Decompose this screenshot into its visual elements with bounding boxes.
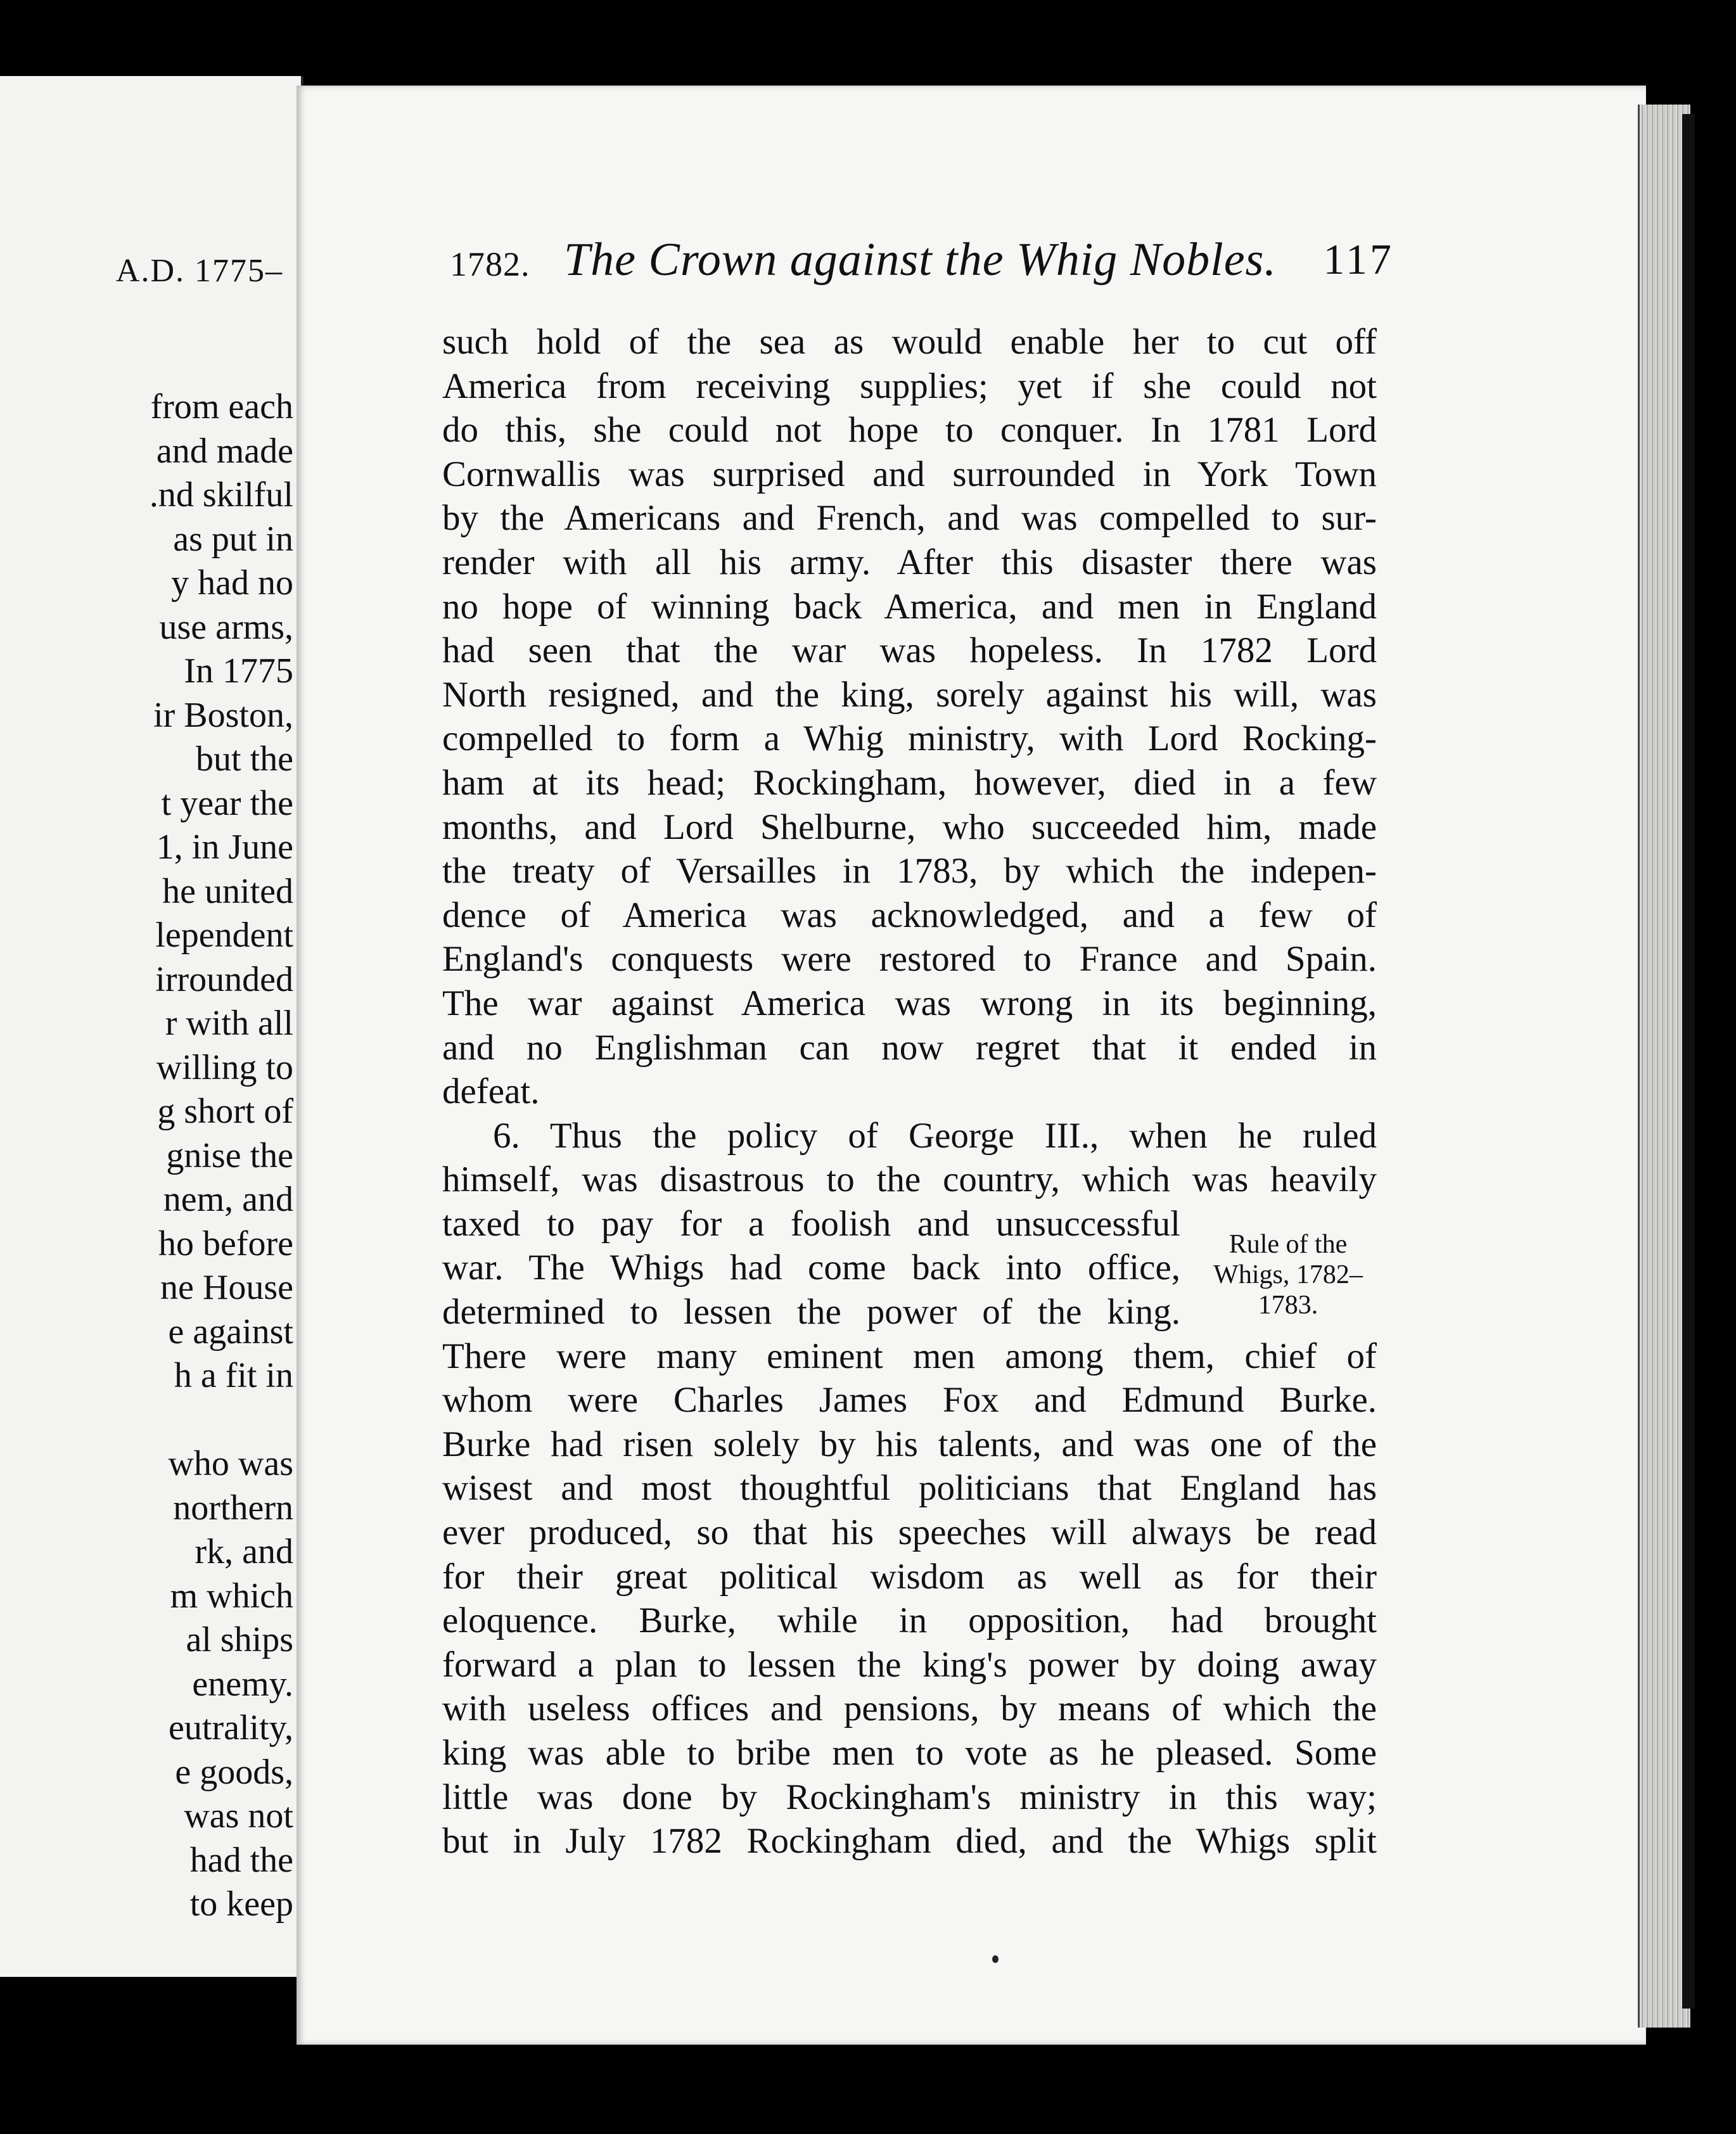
left-line: to keep bbox=[189, 1884, 293, 1924]
body-line: render with all his army. After this disaster there was bbox=[442, 542, 1377, 582]
body-line: The war against America was wrong in its beginning, bbox=[442, 983, 1377, 1023]
body-line: little was done by Rockingham's ministry in this way; bbox=[442, 1777, 1377, 1817]
left-line: nem, and bbox=[163, 1180, 293, 1219]
body-line: Cornwallis was surprised and surrounded in York Town bbox=[442, 454, 1377, 494]
left-line: In 1775 bbox=[184, 651, 293, 691]
left-line: irrounded bbox=[155, 959, 293, 999]
left-line: willing to bbox=[156, 1047, 293, 1087]
left-line: had the bbox=[189, 1840, 293, 1880]
body-line: Burke had risen solely by his talents, and was one of the bbox=[442, 1424, 1377, 1464]
body-line: England's conquests were restored to France and Spain. bbox=[442, 939, 1377, 980]
body-line: with useless offices and pensions, by means of which the bbox=[442, 1689, 1377, 1729]
left-line: he united bbox=[162, 871, 293, 911]
left-line: was not bbox=[184, 1796, 293, 1836]
body-line: dence of America was acknowledged, and a few of bbox=[442, 895, 1377, 935]
body-line: wisest and most thoughtful politicians that England has bbox=[442, 1468, 1377, 1509]
body-line: defeat. bbox=[442, 1071, 540, 1112]
body-line: North resigned, and the king, sorely against his will, was bbox=[442, 674, 1377, 715]
paragraph-start: 6. Thus the policy of George III., when he ruled bbox=[493, 1115, 1377, 1156]
left-line: ne House bbox=[160, 1268, 293, 1307]
left-line: .nd skilful bbox=[149, 475, 293, 514]
body-line: by the Americans and French, and was compelled to sur- bbox=[442, 498, 1377, 539]
body-line: had seen that the war was hopeless. In 1782 Lord bbox=[442, 630, 1377, 671]
left-page bbox=[0, 76, 303, 1977]
left-line: use arms, bbox=[159, 607, 293, 647]
left-line: as put in bbox=[173, 519, 293, 559]
margin-note-line: 1783. bbox=[1258, 1291, 1318, 1320]
left-line: gnise the bbox=[166, 1135, 293, 1175]
body-line: do this, she could not hope to conquer. In 1781 Lord bbox=[442, 410, 1377, 450]
print-speck bbox=[992, 1955, 999, 1963]
left-line: 1, in June bbox=[156, 827, 293, 867]
body-line: the treaty of Versailles in 1783, by which the indepen- bbox=[442, 851, 1377, 891]
left-line: y had no bbox=[171, 563, 293, 603]
body-line: for their great political wisdom as well as for their bbox=[442, 1556, 1377, 1597]
left-line: al ships bbox=[186, 1620, 293, 1659]
page-number: 117 bbox=[1323, 235, 1394, 283]
body-line: determined to lessen the power of the king. bbox=[442, 1292, 1180, 1332]
left-line: ho before bbox=[158, 1224, 293, 1263]
margin-note-line: Rule of the bbox=[1229, 1230, 1348, 1259]
margin-note-line: Whigs, 1782– bbox=[1213, 1260, 1363, 1289]
page-edge-shadow bbox=[1682, 114, 1695, 2009]
left-line-gap bbox=[150, 1398, 293, 1443]
left-line: who was bbox=[168, 1444, 293, 1483]
body-line: whom were Charles James Fox and Edmund Burke. bbox=[442, 1380, 1377, 1421]
body-line: king was able to bribe men to vote as he pleased. Some bbox=[442, 1733, 1377, 1773]
body-line: himself, was disastrous to the country, which was heavily bbox=[442, 1160, 1377, 1200]
left-line: h a fit in bbox=[174, 1356, 293, 1395]
body-line: compelled to form a Whig ministry, with Lord Rocking- bbox=[442, 719, 1377, 759]
body-line: forward a plan to lessen the king's power by doing away bbox=[442, 1644, 1377, 1685]
body-line: ham at its head; Rockingham, however, died in a few bbox=[442, 762, 1377, 803]
body-line: America from receiving supplies; yet if she could not bbox=[442, 366, 1377, 406]
body-line: taxed to pay for a foolish and unsuccessful bbox=[442, 1203, 1180, 1244]
body-text bbox=[442, 320, 1377, 1863]
left-line: e against bbox=[168, 1312, 293, 1351]
running-head bbox=[450, 222, 1394, 291]
running-head-year: 1782. bbox=[450, 245, 530, 283]
body-line: There were many eminent men among them, chief of bbox=[442, 1336, 1377, 1376]
left-line: e goods, bbox=[175, 1752, 293, 1792]
body-line: ever produced, so that his speeches will always be read bbox=[442, 1512, 1377, 1553]
left-line: lependent bbox=[155, 916, 293, 955]
left-line: and made bbox=[156, 431, 293, 471]
left-line: t year the bbox=[161, 783, 293, 823]
body-line: and no Englishman can now regret that it ended in bbox=[442, 1027, 1377, 1068]
body-line: but in July 1782 Rockingham died, and the Whigs split bbox=[442, 1821, 1377, 1862]
body-line: such hold of the sea as would enable her to cut off bbox=[442, 322, 1377, 362]
body-line: no hope of winning back America, and men in England bbox=[442, 586, 1377, 627]
running-head-title: The Crown against the Whig Nobles. bbox=[564, 234, 1277, 286]
left-line: enemy. bbox=[192, 1664, 293, 1704]
body-line: eloquence. Burke, while in opposition, had brought bbox=[442, 1600, 1377, 1641]
left-page-text bbox=[150, 385, 293, 1927]
left-line: eutrality, bbox=[169, 1708, 293, 1747]
left-line: m which bbox=[170, 1576, 293, 1616]
body-line: war. The Whigs had come back into office, bbox=[442, 1248, 1180, 1288]
left-line: r with all bbox=[165, 1004, 293, 1043]
left-line: ir Boston, bbox=[153, 695, 293, 735]
left-line: from each bbox=[150, 387, 293, 426]
left-line: but the bbox=[196, 739, 293, 779]
margin-note bbox=[1206, 1229, 1370, 1320]
left-line: rk, and bbox=[195, 1532, 293, 1571]
body-line: months, and Lord Shelburne, who succeeded him, made bbox=[442, 807, 1377, 847]
left-line: g short of bbox=[157, 1092, 293, 1131]
left-page-header: A.D. 1775– bbox=[115, 253, 283, 289]
left-line: northern bbox=[173, 1488, 293, 1528]
